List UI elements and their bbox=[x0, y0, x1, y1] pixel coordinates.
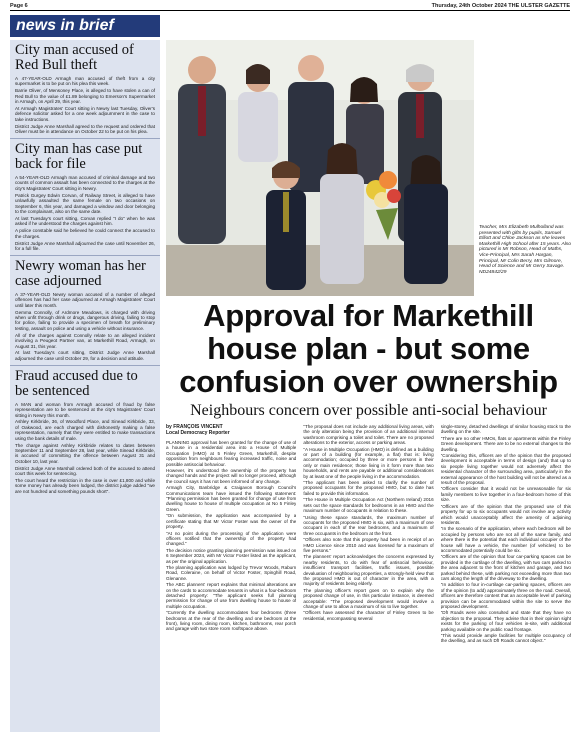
photo-caption: Teacher, Mrs Elizabeth Mulholland was presented with gifts by pupils, Samuel Elliott and Chloe Jackson as she leaves Markethill High School after 15 years. Also pictured is Mr Robson, Head of Maths, Vice-Principal, Mrs Sarah Hargan, Principal, Mr Colin Berry, Mrs Gilmore, Head of Science and Mr Gerry Savage. ND24842/29 bbox=[479, 225, 571, 275]
brief-paragraph: A police constable said he believed he could connect the accused to the charges. bbox=[15, 228, 155, 239]
brief-paragraph: A 37-YEAR-OLD Newry woman accused of a number of alleged offences has had her case adjourned at Armagh Magistrates' Court until later this month. bbox=[15, 291, 155, 308]
brief-paragraph: A MAN and woman from Armagh accused of fraud by false representation are to be sentenced at the city's Magistrates' Court sitting in Newry this month. bbox=[15, 401, 155, 418]
brief-paragraph: Barrie Oliver, of Mensoney Place, is alleged to have stolen a can of Red Bull to the value of £1.89 belonging to Emerson's Supermarket in Armagh, on April 29, this year. bbox=[15, 88, 155, 105]
byline bbox=[166, 424, 296, 436]
byline-role: Local Democracy Reporter bbox=[166, 430, 230, 436]
article-paragraph: "In the scenario of the application, where each bedroom will be occupied by persons who are not all of the same family, and where there is the potential that each individual occupier of the house will have a vehicle, the number (of vehicles) to be accommodated potentially could be six. bbox=[440, 526, 571, 553]
article-paragraph: "The proposal does not include any additional living areas, with the only alteration being the provision of an additional internal washroom comprising a toilet and toilet. There are no proposed alterations to the exterior, access or parking areas. bbox=[303, 424, 434, 446]
brief-paragraph: At last Tuesday's court sitting, District Judge Anne Marshall adjourned the case until October 29, for a decision and attitude. bbox=[15, 350, 155, 361]
article-paragraph: "There are no other HMOs, flats or apartments within the Finley Green development. There are to be no external changes to the dwelling. bbox=[440, 435, 571, 452]
article-column bbox=[303, 424, 433, 732]
brief-paragraph: At Armagh Magistrates' Court sitting in Newry last Tuesday, Oliver's defence solicitor asked for a one week adjournment in the case to take instructions. bbox=[15, 106, 155, 122]
article-paragraph: Armagh City, Banbridge & Craigavon Borough Council's Communications team have issued the following statement: "Planning permission has been granted for change of use from dwelling house to house of multiple occupation at No 5 Finley Green. bbox=[166, 485, 297, 512]
brief-item bbox=[10, 255, 160, 365]
brief-title: Newry woman has her case adjourned bbox=[15, 257, 146, 289]
news-in-brief-column bbox=[10, 40, 160, 732]
group-photo-illustration bbox=[166, 40, 474, 296]
article-paragraph: "DfI Roads were also consulted and state that they have no objection to the proposal. They advise that in their opinion sight exists for the parking of four vehicles in-site, with additional parking available on the public road frontage. bbox=[440, 610, 571, 632]
brief-paragraph: District Judge Anne Marshall adjourned the case until November 26, for a full file. bbox=[15, 240, 155, 251]
brief-item bbox=[10, 138, 160, 255]
article-paragraph: "A House in Multiple Occupation (HMO) is defined as a building or part of a building (for example, a flat) that is: living accommodation; occupied by three or more persons in their only or main residence; those living in it form more than two households, and rents are payable or additional considerations by at least one of the people living in the accommodation. bbox=[303, 446, 434, 479]
article-paragraph: "Currently the dwelling accommodates four bedrooms (three bedrooms at the rear of the dwelling and one bedroom at the front), living room, dining room, kitchen, bathrooms, rear porch and garage with two store room rooftspace above. bbox=[166, 610, 297, 632]
brief-paragraph: All of the charges against Connolly relate to an alleged incident involving a Peugeot Partner van, at Markethill Road, Armagh, on August 31, this year. bbox=[15, 332, 155, 349]
article-paragraph: The ABC planners' report explains that minimal alterations are on the cards to accommodate tenants in what is a four-bedroom detached property: "The applicant seeks full planning permission for change of use from dwelling house to house of multiple occupation. bbox=[166, 582, 297, 609]
article-paragraph: The planners' report acknowledges the concerns expressed by nearby residents, to do with fear of antisocial behaviour, insufficient transport facilities, traffic issues, possible devaluation of neighbouring properties, a strongly-held view that the proposed HMO is out of character in the area, with a majority of residents being elderly. bbox=[303, 554, 434, 587]
article-paragraph: "The House in Multiple Occupation Act (Northern Ireland) 2016 sets out the space standards for bedrooms in an HMO and the maximum number of occupants in relation to these. bbox=[303, 497, 434, 514]
article-paragraph: "In addition to four in-curtilage car-parking spaces, officers are of the opinion (to add) approximately three on the road. Overall, officers are therefore content that an acceptable level of parking provision can be accommodated within the site to serve the proposed development. bbox=[440, 582, 571, 609]
article-paragraph: "At no point during the processing of the application were officers notified that the ownership of the property had changed." bbox=[166, 530, 297, 547]
article-paragraph: The planning officer's report goes on to explain why the proposed change of use, in this particular instance, is deemed acceptable: "The proposed development would involve a change of use to allow a maximum of six to live together. bbox=[303, 587, 434, 609]
brief-paragraph: At last Tuesday's court sitting, Corvan replied "I do" when he was asked if he understood the charges against him. bbox=[15, 215, 155, 227]
article-paragraph: The planning application was lodged by Trevor Woods, Raburn Road, Coleraine, on behalf of Victor Foster, Spinghill Road, Glenanne. bbox=[166, 564, 297, 581]
brief-paragraph: Gemma Connolly, of Ardmore Meadows, is charged with driving when unfit through drink or drugs, dangerous driving, failing to stop for police, failing to provide a specimen of breath for preliminary testing, assault on police and using a vehicle without insurance. bbox=[15, 309, 155, 331]
brief-paragraph: Patrick Gurgey Edwin Corvan, of Railway Street, is alleged to have unlawfully assaulted the same female on two occasions on September 6, this year, and damaged a window and door belonging to the complainant, also on the same date. bbox=[15, 192, 155, 214]
brief-paragraph: Ashley Kirkbride, 36, of Woodford Place, and Sinead Kirkbride, 33, of Oakwood, are each charged with dishonestly making a false representation, namely that they were entitled to make transactions using the bank details of male. bbox=[15, 419, 155, 441]
brief-title: City man has case put back for file bbox=[15, 141, 143, 173]
article-paragraph: The decision notice granting planning permission was issued on 6 September 2024, with Mr Victor Foster listed as the applicant, as per the original application. bbox=[166, 547, 297, 564]
article-paragraph: However, it's understood the ownership of the property has changed hands and the project will no longer proceed, although the council says it has not been informed of any change. bbox=[166, 468, 297, 484]
article-paragraph: "Officers are of the opinion that the proposed use of this property for up to six occupants would not involve any activity which would unacceptably affect the amenity of adjoining residents. bbox=[440, 503, 571, 525]
article-paragraph: "Considering this, officers are of the opinion that the proposed development is acceptable in terms of design (and) that up to six people living together would not adversely affect the residential character of the surrounding area, particularly in the external appearance of the host building will not be altered as a result of the proposal. bbox=[440, 453, 571, 486]
article-subhead: Neighbours concern over possible anti-social behaviour bbox=[190, 402, 547, 419]
page-number: Page 6 bbox=[10, 2, 28, 9]
article-paragraph: "Officers are of the opinion that four car-parking spaces can be provided in the curtilage of the dwelling, with two cars parked to the area adjacent to the front of kitchen and garage, and two parked behind these, with parking not exceeding more than two cars along the length of the driveway to the dwelling. bbox=[440, 554, 571, 581]
article-paragraph: "Officers have assessed the character of Finley Green to be residential, encompassing several bbox=[303, 610, 434, 621]
dateline: Thursday, 24th October 2024 THE ULSTER GAZETTE bbox=[431, 2, 570, 9]
brief-title: City man accused of Red Bull theft bbox=[15, 42, 134, 73]
brief-item bbox=[10, 365, 160, 498]
article-paragraph: "On submission, the application was accompanied by a certificate stating that Mr Victor Foster was the owner of the property. bbox=[166, 513, 297, 530]
brief-paragraph: The court heard the restriction in the case is over £1,800 and while some money has already been lodged, the district judge added "we are not hundred and something pounds short". bbox=[15, 478, 155, 494]
article-headline: Approval for Markethill house plan - but some confusion over ownership bbox=[179, 298, 558, 399]
brief-paragraph: The charge against Ashley Kirkbride relates to dates between September 11 and September 28, last year, while Sinead Kirkbride, is accused of committing the offence between August 31 and October 10, last year. bbox=[15, 442, 155, 464]
article-paragraph: "Officers consider that it would not be unreasonable for six family members to live together in a four-bedroom home of this size. bbox=[440, 486, 571, 503]
article-paragraph: single-storey, detached dwellings of similar housing stock to the dwelling on the site. bbox=[440, 424, 571, 435]
article-column bbox=[166, 424, 296, 732]
article-paragraph: "This would provide ample facilities for multiple occupancy of the dwelling, and as such DfI Roads cannot object." bbox=[440, 633, 571, 644]
brief-item bbox=[10, 40, 160, 138]
brief-paragraph: A 47-YEAR-OLD Armagh man accused of theft from a city supermarket is to be put on his plea this week. bbox=[15, 76, 155, 87]
group-photo bbox=[166, 40, 474, 296]
article-paragraph: "The applicant has been asked to clarify the number of proposed occupants for the proposed HMO, but to date has failed to provide this information. bbox=[303, 480, 434, 496]
article-paragraph: PLANNING approval has been granted for the change of use of a house in a residential area into a House of Multiple Occupation (HMO) at 5 Finley Green, Markethill, despite opposition from neighbours fearing increased traffic, noise and possible antisocial behaviour. bbox=[166, 440, 297, 467]
news-in-brief-banner: news in brief bbox=[10, 15, 160, 37]
article-column bbox=[441, 424, 571, 732]
article-paragraph: "Officers also note that this property had been in receipt of an HMO Licence since 2010 and was licensed for a maximum of five persons." bbox=[303, 537, 434, 553]
brief-paragraph: District Judge Anne Marshall agreed to the request and ordered that Oliver must be in attendance on October 22 to be put on his plea. bbox=[15, 123, 155, 135]
byline-name: by FRANÇOIS VINCENT bbox=[166, 424, 223, 430]
brief-title: Fraud accused due to be sentenced bbox=[15, 367, 138, 399]
brief-paragraph: District Judge Anne Marshall ordered both of the accused to attend court this week for sentencing. bbox=[15, 465, 155, 477]
brief-paragraph: A 54-YEAR-OLD Armagh man accused of criminal damage and two counts of common assault has been connected to the charges at the city's Magistrates' Court sitting in Newry. bbox=[15, 175, 155, 191]
page-header bbox=[10, 1, 570, 11]
article-body bbox=[166, 424, 571, 732]
article-paragraph: "Using these space standards, the maximum number of occupants for the proposed HMO is six, with a maximum of one occupant in each of the rear bedrooms, and a maximum of three occupants in the bedroom at the front. bbox=[303, 514, 434, 536]
